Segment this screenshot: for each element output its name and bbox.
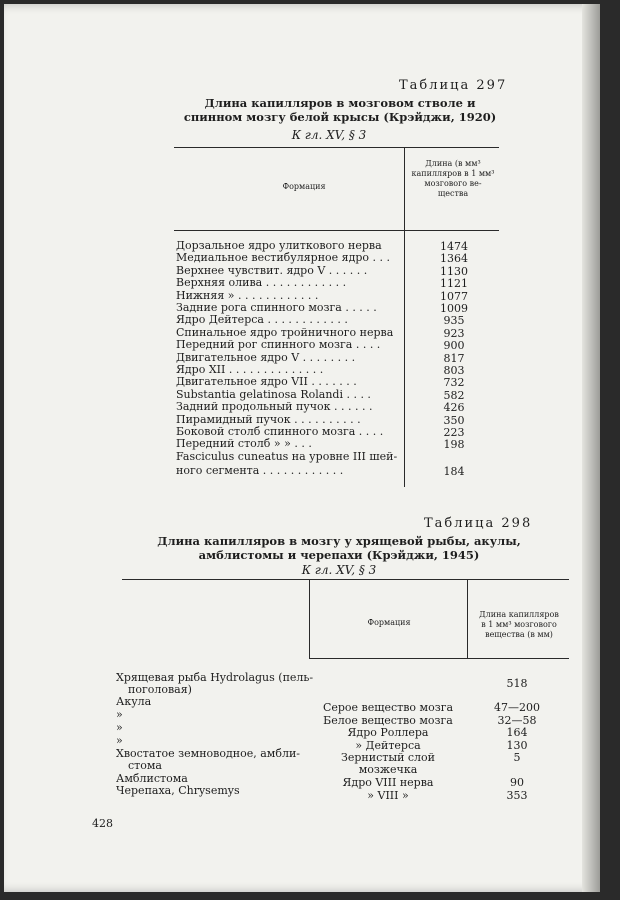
table-297-row-name: Fasciculus cuneatus на уровне III шей- (176, 449, 398, 463)
table-297-top-rule (174, 147, 499, 148)
table-298-divider-2 (467, 579, 468, 659)
table-298-title-line1: Длина капилляров в мозгу у хрящевой рыбы, акулы, (157, 534, 521, 548)
table-297-reference: К гл. XV, § 3 (291, 128, 367, 142)
table-298-header-length-3: вещества (в мм) (485, 630, 553, 639)
table-297-row-name: Медиальное вестибулярное ядро . . . (176, 251, 391, 265)
table-297-row-name: Задний продольный пучок . . . . . . (176, 400, 373, 414)
table-298-value-cell: 47—200 (494, 701, 540, 714)
table-297-row-name: Спинальное ядро тройничного нерва (176, 325, 394, 339)
table-298-animal-cell: » (116, 708, 123, 721)
table-297-row-value: 923 (443, 326, 465, 340)
table-297-row-value: 1364 (440, 252, 468, 266)
table-297-row-name: Задние рога спинного мозга . . . . . (176, 301, 377, 314)
table-298-animal-cell: » (116, 721, 123, 734)
book-page (4, 4, 600, 892)
table-298-animal-cell: Черепаха, Chrysemys (116, 784, 240, 797)
table-297-row-value: 582 (443, 388, 465, 402)
table-298-value-cell: 5 (513, 751, 521, 764)
table-297-row-value: 1121 (440, 277, 468, 291)
table-297-header-rule (174, 230, 499, 231)
table-298-value-cell: 353 (506, 789, 528, 802)
table-297-row-name: Пирамидный пучок . . . . . . . . . . (176, 412, 361, 426)
table-297-row-name: Ядро XII . . . . . . . . . . . . . . (176, 363, 324, 376)
table-298-value-cell: 164 (506, 726, 528, 739)
table-298-reference: К гл. XV, § 3 (301, 563, 377, 577)
table-297-title-line1: Длина капилляров в мозговом стволе и (204, 96, 476, 110)
table-297-row-name: Боковой столб спинного мозга . . . . (176, 425, 384, 438)
table-297-row-value: 1130 (440, 264, 468, 278)
table-298-animal-cell: Амблистома (116, 772, 188, 785)
table-298-value-cell: 130 (506, 739, 528, 752)
table-297-row-value: 1009 (440, 302, 468, 315)
table-297-row-name: Верхнее чувствит. ядро V . . . . . . (176, 263, 368, 277)
table-297-row-value: 900 (443, 339, 465, 353)
table-298-divider-1 (309, 579, 310, 659)
table-297-row-name: Передний столб » » . . . (176, 437, 312, 451)
table-297-row-name: Ядро Дейтерса . . . . . . . . . . . . (176, 313, 348, 327)
table-297-row-name: Substantia gelatinosa Rolandi . . . . (176, 387, 371, 401)
table-297-title-line2: спинном мозгу белой крысы (Крэйджи, 1920) (183, 110, 497, 124)
table-297-row-value: 1077 (440, 289, 468, 303)
table-298-formation-cell: Ядро VIII нерва (342, 776, 434, 789)
table-297-row-value: 198 (443, 438, 465, 452)
table-298-value-cell: 32—58 (497, 714, 537, 727)
table-298-animal-cell: Хрящевая рыба Hydrolagus (пель- (116, 671, 314, 684)
table-298-animal-cell: стома (128, 759, 162, 772)
table-297-column-divider (404, 147, 405, 487)
table-298-title-line2: амблистомы и черепахи (Крэйджи, 1945) (198, 548, 480, 562)
table-297-row-name: Двигательное ядро V . . . . . . . . (176, 350, 356, 364)
table-297-row-value: 935 (443, 314, 465, 328)
table-298-header-formation: Формация (367, 618, 411, 627)
table-297-row-name: ного сегмента . . . . . . . . . . . . (176, 464, 344, 478)
table-297-header-formation: Формация (282, 182, 326, 191)
table-297-row-value: 184 (443, 465, 465, 479)
table-297-row-value: 223 (443, 426, 465, 439)
table-297-row-name: Верхняя олива . . . . . . . . . . . . (176, 276, 347, 290)
table-298-animal-cell: поголовая) (128, 683, 192, 696)
table-297-row-value: 426 (443, 401, 465, 415)
table-298-formation-cell: мозжечка (358, 763, 418, 776)
table-297-header-length-1: Длина (в мм³ (425, 159, 481, 168)
table-298-value-cell: 518 (506, 677, 528, 690)
table-298-formation-cell: Белое вещество мозга (323, 714, 453, 727)
table-297-header-length-2: капилляров в 1 мм³ (411, 169, 495, 178)
table-298-header-length-1: Длина капилляров (479, 610, 559, 619)
table-298-formation-cell: » VIII » (367, 789, 409, 802)
table-298-formation-cell: Зернистый слой (341, 751, 435, 764)
table-298-formation-cell: Серое вещество мозга (322, 701, 454, 714)
table-298-header-length-2: в 1 мм³ мозгового (481, 620, 557, 629)
table-298-formation-cell: Ядро Роллера (347, 726, 429, 739)
table-298-header-rule (309, 658, 569, 659)
table-297-row-name: Двигательное ядро VII . . . . . . . (176, 375, 357, 389)
table-298-formation-cell: » Дейтерса (355, 739, 421, 752)
table-297-row-name: Передний рог спинного мозга . . . . (176, 338, 381, 352)
table-297-row-name: Дорзальное ядро улиткового нерва (176, 239, 382, 252)
page-number: 428 (92, 817, 113, 830)
table-297-header-length-4: щества (437, 189, 469, 198)
table-298-animal-cell: Хвостатое земноводное, амбли- (116, 747, 301, 760)
table-297-row-value: 1474 (440, 240, 468, 253)
table-297-row-value: 803 (443, 364, 465, 377)
table-297-row-value: 732 (443, 376, 465, 390)
table-297-row-value: 350 (443, 413, 465, 427)
table-297-row-value: 817 (443, 351, 465, 365)
table-297-row-name: Нижняя » . . . . . . . . . . . . (176, 288, 319, 302)
table-297-header-length-3: мозгового ве- (424, 179, 482, 188)
table-298-top-rule (122, 579, 569, 580)
table-298-label: Таблица 298 (424, 516, 533, 531)
table-298-value-cell: 90 (510, 776, 524, 789)
table-297-label: Таблица 297 (399, 78, 508, 93)
page-edge (582, 4, 600, 892)
table-298-animal-cell: » (116, 734, 123, 747)
table-298-animal-cell: Акула (116, 695, 152, 708)
